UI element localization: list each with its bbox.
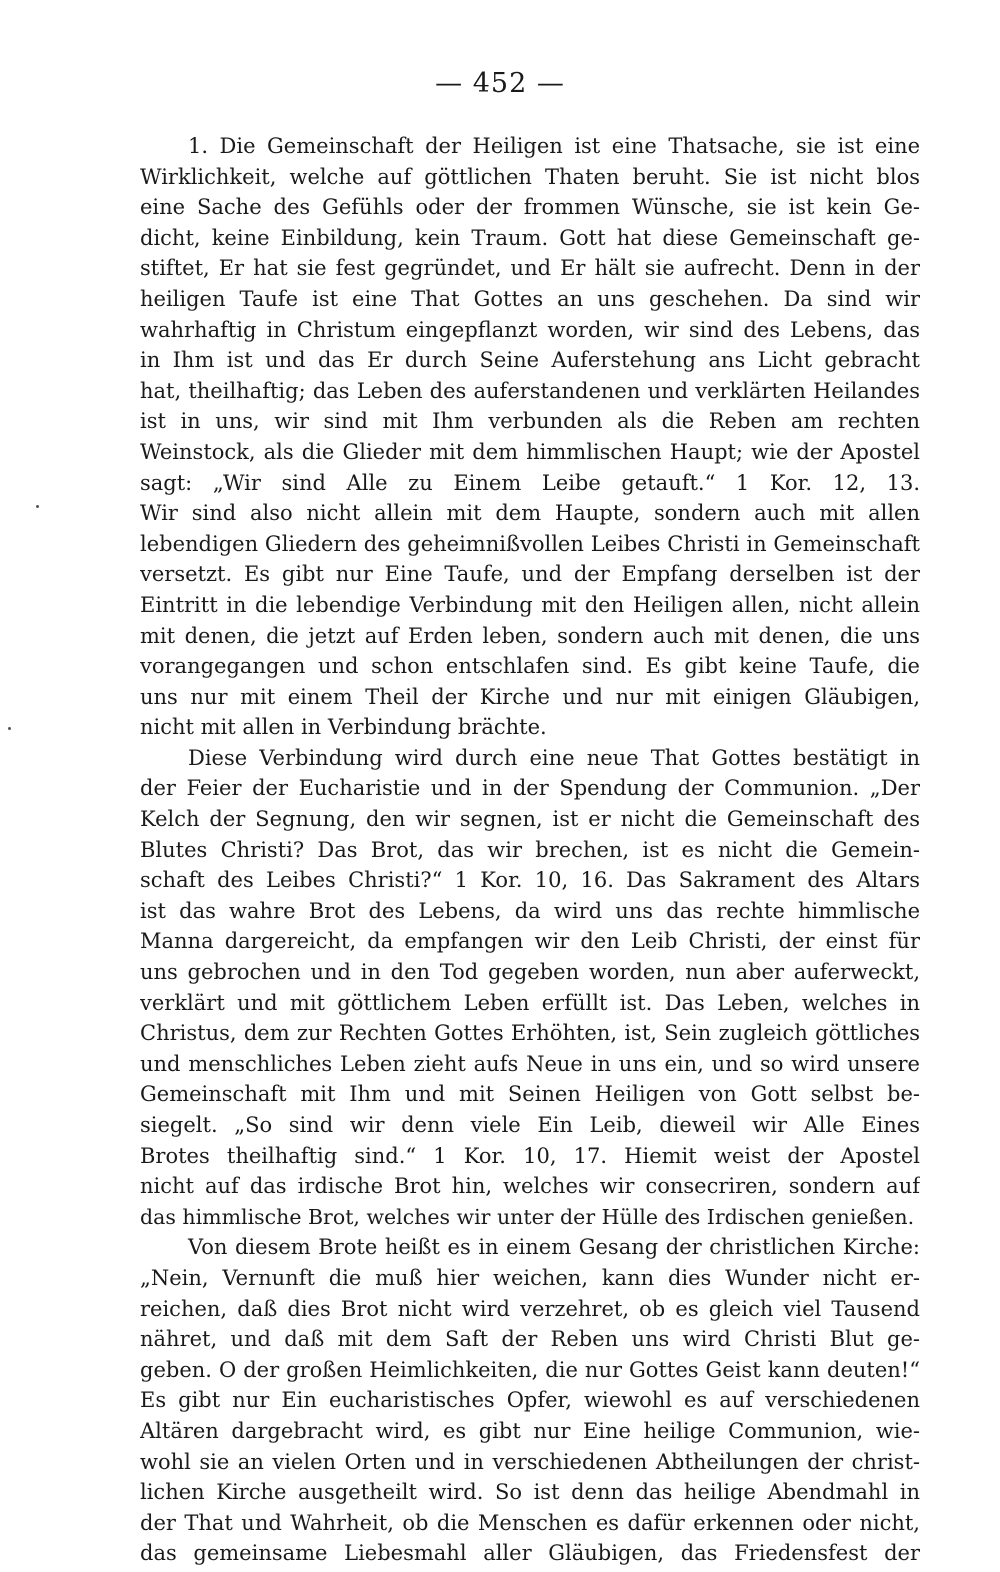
text-line: Blutes Christi? Das Brot, das wir brechen, ist es nicht die Gemein- bbox=[140, 837, 920, 862]
text-line: reichen, daß dies Brot nicht wird verzehret, ob es gleich viel Tausend bbox=[140, 1296, 920, 1321]
text-line: Von diesem Brote heißt es in einem Gesang der christlichen Kirche: bbox=[188, 1235, 920, 1260]
text-line: in Ihm ist und das Er durch Seine Auferstehung ans Licht gebracht bbox=[140, 348, 920, 373]
margin-mark bbox=[36, 505, 39, 508]
text-line: Eintritt in die lebendige Verbindung mit den Heiligen allen, nicht allein bbox=[140, 592, 920, 617]
text-line: Es gibt nur Ein eucharistisches Opfer, wiewohl es auf verschiedenen bbox=[140, 1388, 920, 1413]
text-line: uns gebrochen und in den Tod gegeben worden, nun aber auferweckt, bbox=[140, 960, 920, 985]
body-text bbox=[140, 131, 920, 1569]
text-line: hat, theilhaftig; das Leben des auferstandenen und verklärten Heilandes bbox=[140, 378, 920, 403]
text-line: Altären dargebracht wird, es gibt nur Eine heilige Communion, wie- bbox=[140, 1418, 920, 1443]
text-line: eine Sache des Gefühls oder der frommen Wünsche, sie ist kein Ge- bbox=[140, 195, 920, 220]
text-line: wohl sie an vielen Orten und in verschiedenen Abtheilungen der christ- bbox=[140, 1449, 920, 1474]
text-line: vorangegangen und schon entschlafen sind. Es gibt keine Taufe, die bbox=[140, 654, 920, 679]
text-line: nähret, und daß mit dem Saft der Reben uns wird Christi Blut ge- bbox=[140, 1327, 920, 1352]
text-line: nicht auf das irdische Brot hin, welches wir consecriren, sondern auf bbox=[140, 1174, 920, 1199]
page-number: — 452 — bbox=[435, 68, 565, 99]
text-line: mit denen, die jetzt auf Erden leben, sondern auch mit denen, die uns bbox=[140, 623, 920, 648]
text-line: der Feier der Eucharistie und in der Spendung der Communion. „Der bbox=[140, 776, 920, 801]
text-line: wahrhaftig in Christum eingepflanzt worden, wir sind des Lebens, das bbox=[140, 317, 920, 342]
text-line: das himmlische Brot, welches wir unter der Hülle des Irdischen genießen. bbox=[140, 1204, 915, 1229]
text-line: heiligen Taufe ist eine That Gottes an uns geschehen. Da sind wir bbox=[140, 286, 920, 311]
text-line: Weinstock, als die Glieder mit dem himmlischen Haupt; wie der Apostel bbox=[140, 439, 920, 464]
text-line: Brotes theilhaftig sind.“ 1 Kor. 10, 17. Hiemit weist der Apostel bbox=[140, 1143, 920, 1168]
text-line: Kelch der Segnung, den wir segnen, ist er nicht die Gemeinschaft des bbox=[140, 807, 920, 832]
text-line: ist das wahre Brot des Lebens, da wird uns das rechte himmlische bbox=[140, 898, 920, 923]
text-line: Manna dargereicht, da empfangen wir den Leib Christi, der einst für bbox=[140, 929, 920, 954]
text-line: stiftet, Er hat sie fest gegründet, und Er hält sie aufrecht. Denn in der bbox=[140, 256, 920, 281]
text-line: Christus, dem zur Rechten Gottes Erhöhten, ist, Sein zugleich göttliches bbox=[140, 1021, 920, 1046]
margin-mark bbox=[8, 727, 11, 730]
text-line: das gemeinsame Liebesmahl aller Gläubigen, das Friedensfest der bbox=[140, 1541, 920, 1566]
text-line: sagt: „Wir sind Alle zu Einem Leibe getauft.“ 1 Kor. 12, 13. bbox=[140, 470, 920, 495]
text-line: versetzt. Es gibt nur Eine Taufe, und der Empfang derselben ist der bbox=[140, 562, 920, 587]
text-line: Gemeinschaft mit Ihm und mit Seinen Heiligen von Gott selbst be- bbox=[140, 1082, 920, 1107]
text-line: ist in uns, wir sind mit Ihm verbunden als die Reben am rechten bbox=[140, 409, 920, 434]
text-line: der That und Wahrheit, ob die Menschen es dafür erkennen oder nicht, bbox=[140, 1510, 920, 1535]
text-line: schaft des Leibes Christi?“ 1 Kor. 10, 16. Das Sakrament des Altars bbox=[140, 868, 920, 893]
text-line: siegelt. „So sind wir denn viele Ein Leib, dieweil wir Alle Eines bbox=[140, 1113, 920, 1137]
text-line: uns nur mit einem Theil der Kirche und nur mit einigen Gläubigen, bbox=[140, 684, 920, 709]
text-line: dicht, keine Einbildung, kein Traum. Gott hat diese Gemeinschaft ge- bbox=[140, 225, 920, 250]
text-line: lebendigen Gliedern des geheimnißvollen Leibes Christi in Gemeinschaft bbox=[140, 531, 920, 556]
text-line: Diese Verbindung wird durch eine neue That Gottes bestätigt in bbox=[188, 745, 920, 770]
text-line: lichen Kirche ausgetheilt wird. So ist denn das heilige Abendmahl in bbox=[140, 1480, 920, 1505]
text-line: „Nein, Vernunft die muß hier weichen, kann dies Wunder nicht er- bbox=[140, 1265, 920, 1290]
text-line: 1. Die Gemeinschaft der Heiligen ist eine Thatsache, sie ist eine bbox=[188, 134, 920, 158]
text-line: und menschliches Leben zieht aufs Neue in uns ein, und so wird unsere bbox=[140, 1051, 920, 1076]
text-line: Wirklichkeit, welche auf göttlichen Thaten beruht. Sie ist nicht blos bbox=[140, 164, 920, 189]
text-line: verklärt und mit göttlichem Leben erfüllt ist. Das Leben, welches in bbox=[140, 990, 920, 1015]
text-line: Wir sind also nicht allein mit dem Haupte, sondern auch mit allen bbox=[140, 501, 920, 526]
text-line: geben. O der großen Heimlichkeiten, die nur Gottes Geist kann deuten!“ bbox=[140, 1357, 920, 1382]
text-line: nicht mit allen in Verbindung brächte. bbox=[140, 715, 547, 740]
